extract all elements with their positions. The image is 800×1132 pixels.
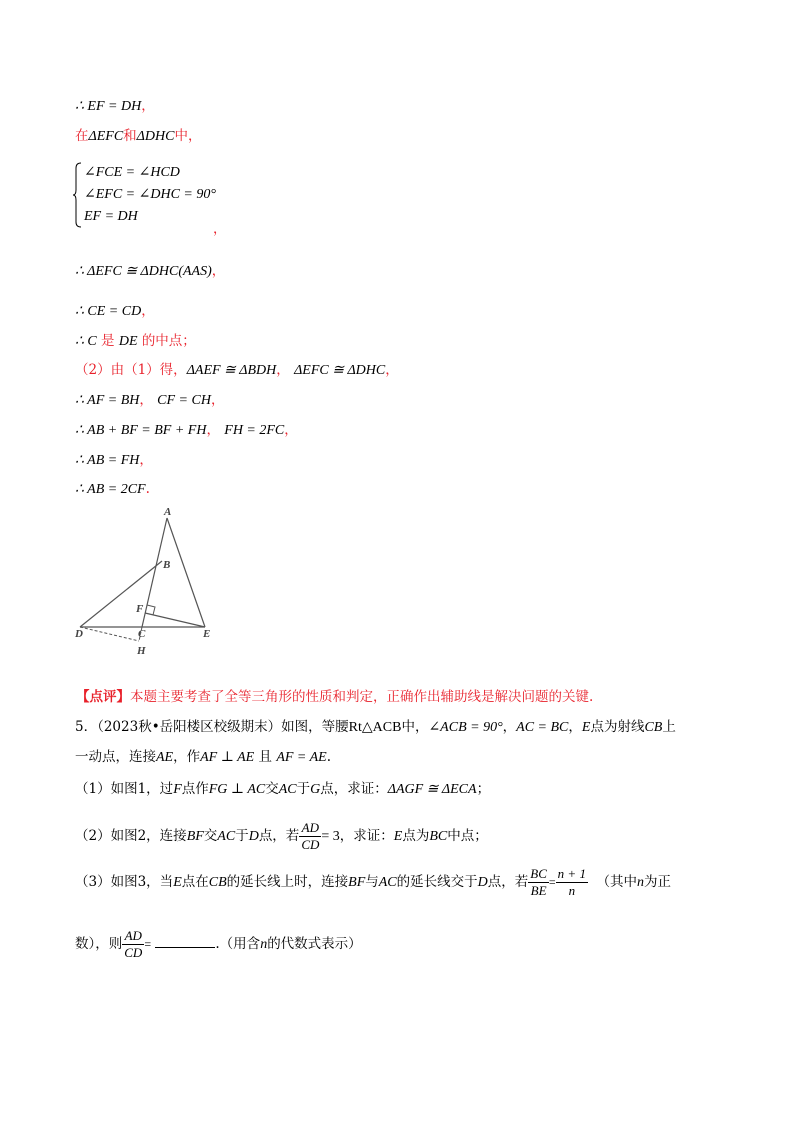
- system-eq-3: EF = DH: [84, 209, 138, 224]
- fraction-ad-cd-answer: $\frac{AD}{CD}$: [124, 928, 143, 960]
- problem5-q3: （3）如图3，当E点在CB的延长线上时，连接BF与AC的延长线交于D点，若 $\frac{BC}{BE}$ = $\frac{n + 1}{n}$ （其中n为正: [75, 866, 672, 898]
- label-B: B: [163, 559, 171, 571]
- label-D: D: [75, 628, 83, 640]
- label-C: C: [138, 628, 146, 640]
- fraction-n1-n: $\frac{n + 1}{n}$: [557, 866, 586, 898]
- proof-line-5: ∴ C 是 DE 的中点；: [75, 333, 196, 349]
- problem5-q2: （2）如图2，连接BF交AC于D点，若 $\frac{AD}{CD}$ = 3，求证：E点为BC中点；: [75, 820, 488, 852]
- problem5-line-2: 一动点，连接AE，作AF ⊥ AE 且 AF = AE.: [75, 749, 332, 765]
- label-H: H: [137, 645, 146, 657]
- comment-line: [76, 688, 593, 706]
- system-eq-2: ∠EFC = ∠DHC = 90°: [84, 187, 216, 202]
- proof-line-4: ∴ CE = CD，: [75, 303, 155, 319]
- problem5-q1: （1）如图1，过F点作FG ⊥ AC交AC于G点，求证：ΔAGF ≅ ΔECA；: [75, 781, 491, 797]
- label-F: F: [136, 603, 144, 615]
- system-end: ，: [213, 221, 227, 237]
- comment-text: 本题主要考查了全等三角形的性质和判定，正确作出辅助线是解决问题的关键.: [130, 689, 594, 705]
- label-A: A: [164, 506, 172, 518]
- proof-line-8: ∴ AB + BF = BF + FH， FH = 2FC，: [75, 422, 298, 438]
- proof-line-9: ∴ AB = FH，: [75, 452, 153, 468]
- geometry-figure: [72, 500, 222, 660]
- proof-line-2: 在ΔEFC和ΔDHC中，: [75, 128, 202, 144]
- proof-line-3: ∴ ΔEFC ≅ ΔDHC(AAS)，: [75, 263, 226, 279]
- left-brace: [73, 162, 83, 228]
- proof-line-6: （2）由（1）得，ΔAEF ≅ ΔBDH， ΔEFC ≅ ΔDHC，: [75, 362, 399, 378]
- fraction-ad-cd: $\frac{AD}{CD}$: [301, 820, 320, 852]
- proof-line-1: ∴ EF = DH，: [75, 98, 155, 114]
- problem5-q3-continued: 数），则 $\frac{AD}{CD}$ = .（用含n的代数式表示）: [75, 928, 362, 960]
- fraction-bc-be: $\frac{BC}{BE}$: [530, 866, 547, 898]
- comment-tag: 【点评】: [76, 689, 130, 705]
- proof-line-10: ∴ AB = 2CF.: [75, 481, 150, 497]
- label-E: E: [203, 628, 211, 640]
- system-eq-1: ∠FCE = ∠HCD: [84, 165, 180, 180]
- answer-blank[interactable]: [155, 935, 215, 948]
- math-expression: ∴ EF = DH: [75, 99, 142, 114]
- proof-line-7: ∴ AF = BH， CF = CH，: [75, 392, 225, 408]
- problem5-line-1: 5．（2023秋•岳阳楼区校级期末）如图，等腰Rt△ACB中，∠ACB = 90°，AC = BC，E点为射线CB上: [75, 719, 676, 735]
